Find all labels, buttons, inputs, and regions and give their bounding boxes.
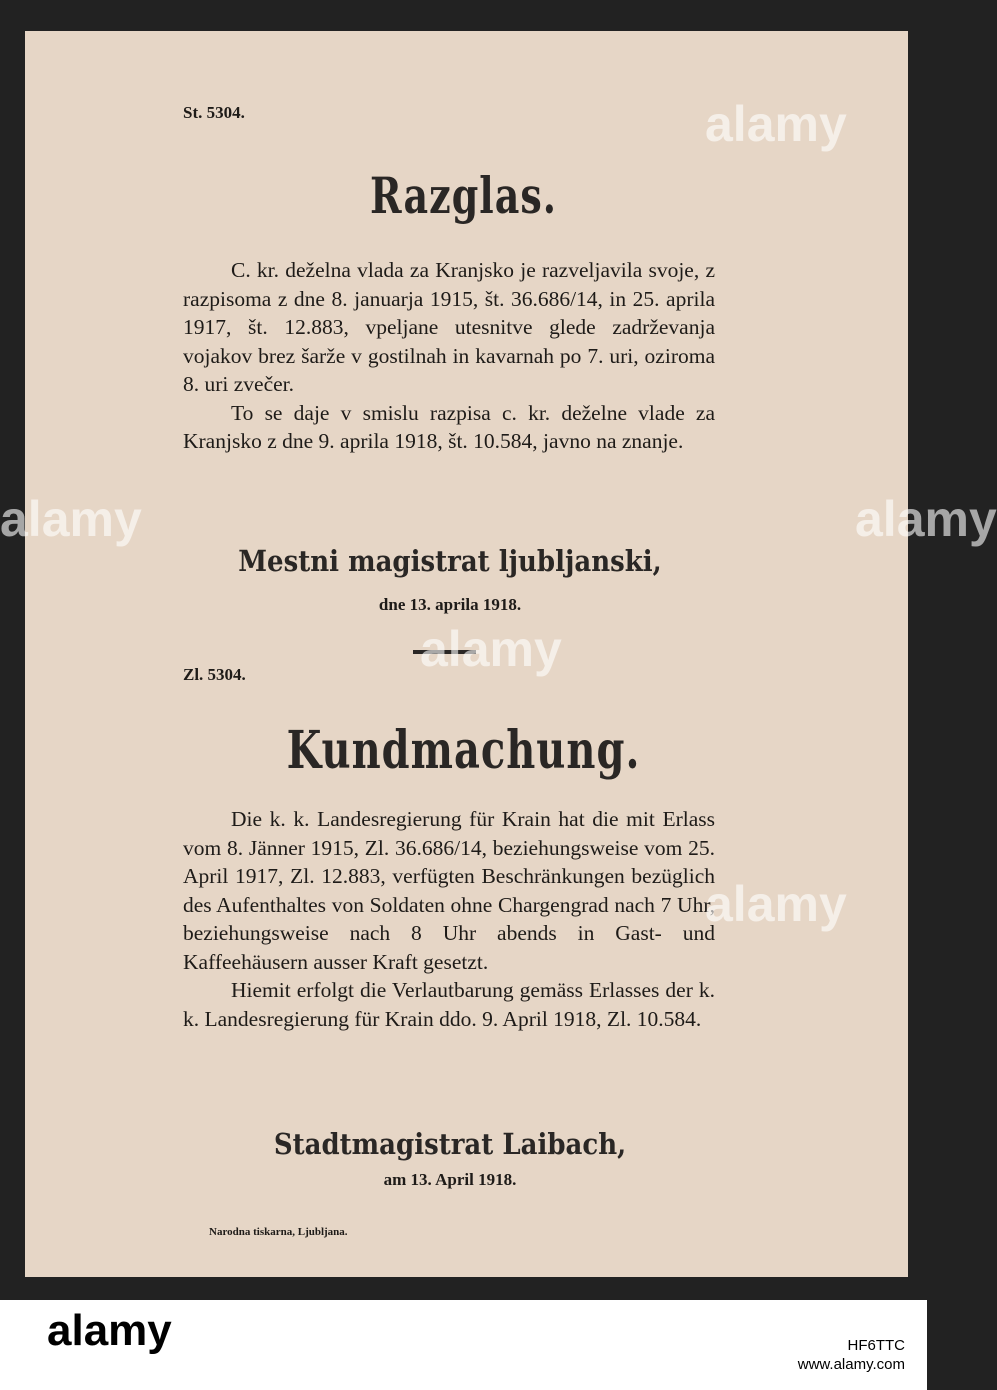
german-paragraph-1: Die k. k. Landesregierung für Krain hat die mit Erlass vom 8. Jänner 1915, Zl. 36.686/14, beziehungsweise vom 25. April 1917, Zl. 12.883, verfügten Beschränkungen bezüglich des Aufenthaltes von Soldaten ohne Chargengrad nach 7 Uhr, beziehungsweise nach 8 Uhr abends in Gast- und Kaffeehäusern ausser Kraft gesetzt.: [183, 807, 715, 974]
slovene-reference-number: St. 5304.: [183, 103, 245, 122]
slovene-paragraph-1: C. kr. deželna vlada za Kranjsko je razveljavila svoje, z razpisoma z dne 8. januarja 1915, št. 36.686/14, in 25. aprila 1917, št. 12.883, vpeljane utesnitve glede zadrževanja vojakov brez šarže v gostilnah in kavarnah po 7. uri, oziroma 8. uri zvečer.: [183, 258, 715, 396]
watermark-logo: alamy: [855, 491, 997, 547]
german-reference-number: Zl. 5304.: [183, 665, 246, 684]
watermark-logo: alamy: [705, 876, 847, 932]
slovene-body: [183, 256, 715, 456]
watermark-logo: alamy: [420, 621, 562, 677]
alamy-logo: alamy: [47, 1306, 172, 1355]
german-signature: Stadtmagistrat Laibach,: [273, 1128, 627, 1162]
stock-url: www.alamy.com: [797, 1356, 905, 1373]
slovene-title: Razglas.: [370, 166, 557, 225]
stock-info: [798, 1336, 905, 1374]
image-id: HF6TTC: [847, 1337, 905, 1354]
slovene-signature: Mestni magistrat ljubljanski,: [238, 545, 662, 579]
printer-imprint: Narodna tiskarna, Ljubljana.: [209, 1226, 348, 1238]
german-paragraph-2: Hiemit erfolgt die Verlautbarung gemäss Erlasses der k. k. Landesregierung für Krain ddo. 9. April 1918, Zl. 10.584.: [183, 978, 715, 1031]
german-body: [183, 805, 715, 1033]
watermark-logo: alamy: [705, 96, 847, 152]
german-title: Kundmachung.: [286, 720, 641, 782]
watermark-logo: alamy: [0, 491, 142, 547]
slovene-date: dne 13. aprila 1918.: [378, 595, 522, 614]
slovene-paragraph-2: To se daje v smislu razpisa c. kr. deželne vlade za Kranjsko z dne 9. aprila 1918, št. 10.584, javno na znanje.: [183, 400, 715, 453]
german-date: am 13. April 1918.: [383, 1170, 517, 1189]
